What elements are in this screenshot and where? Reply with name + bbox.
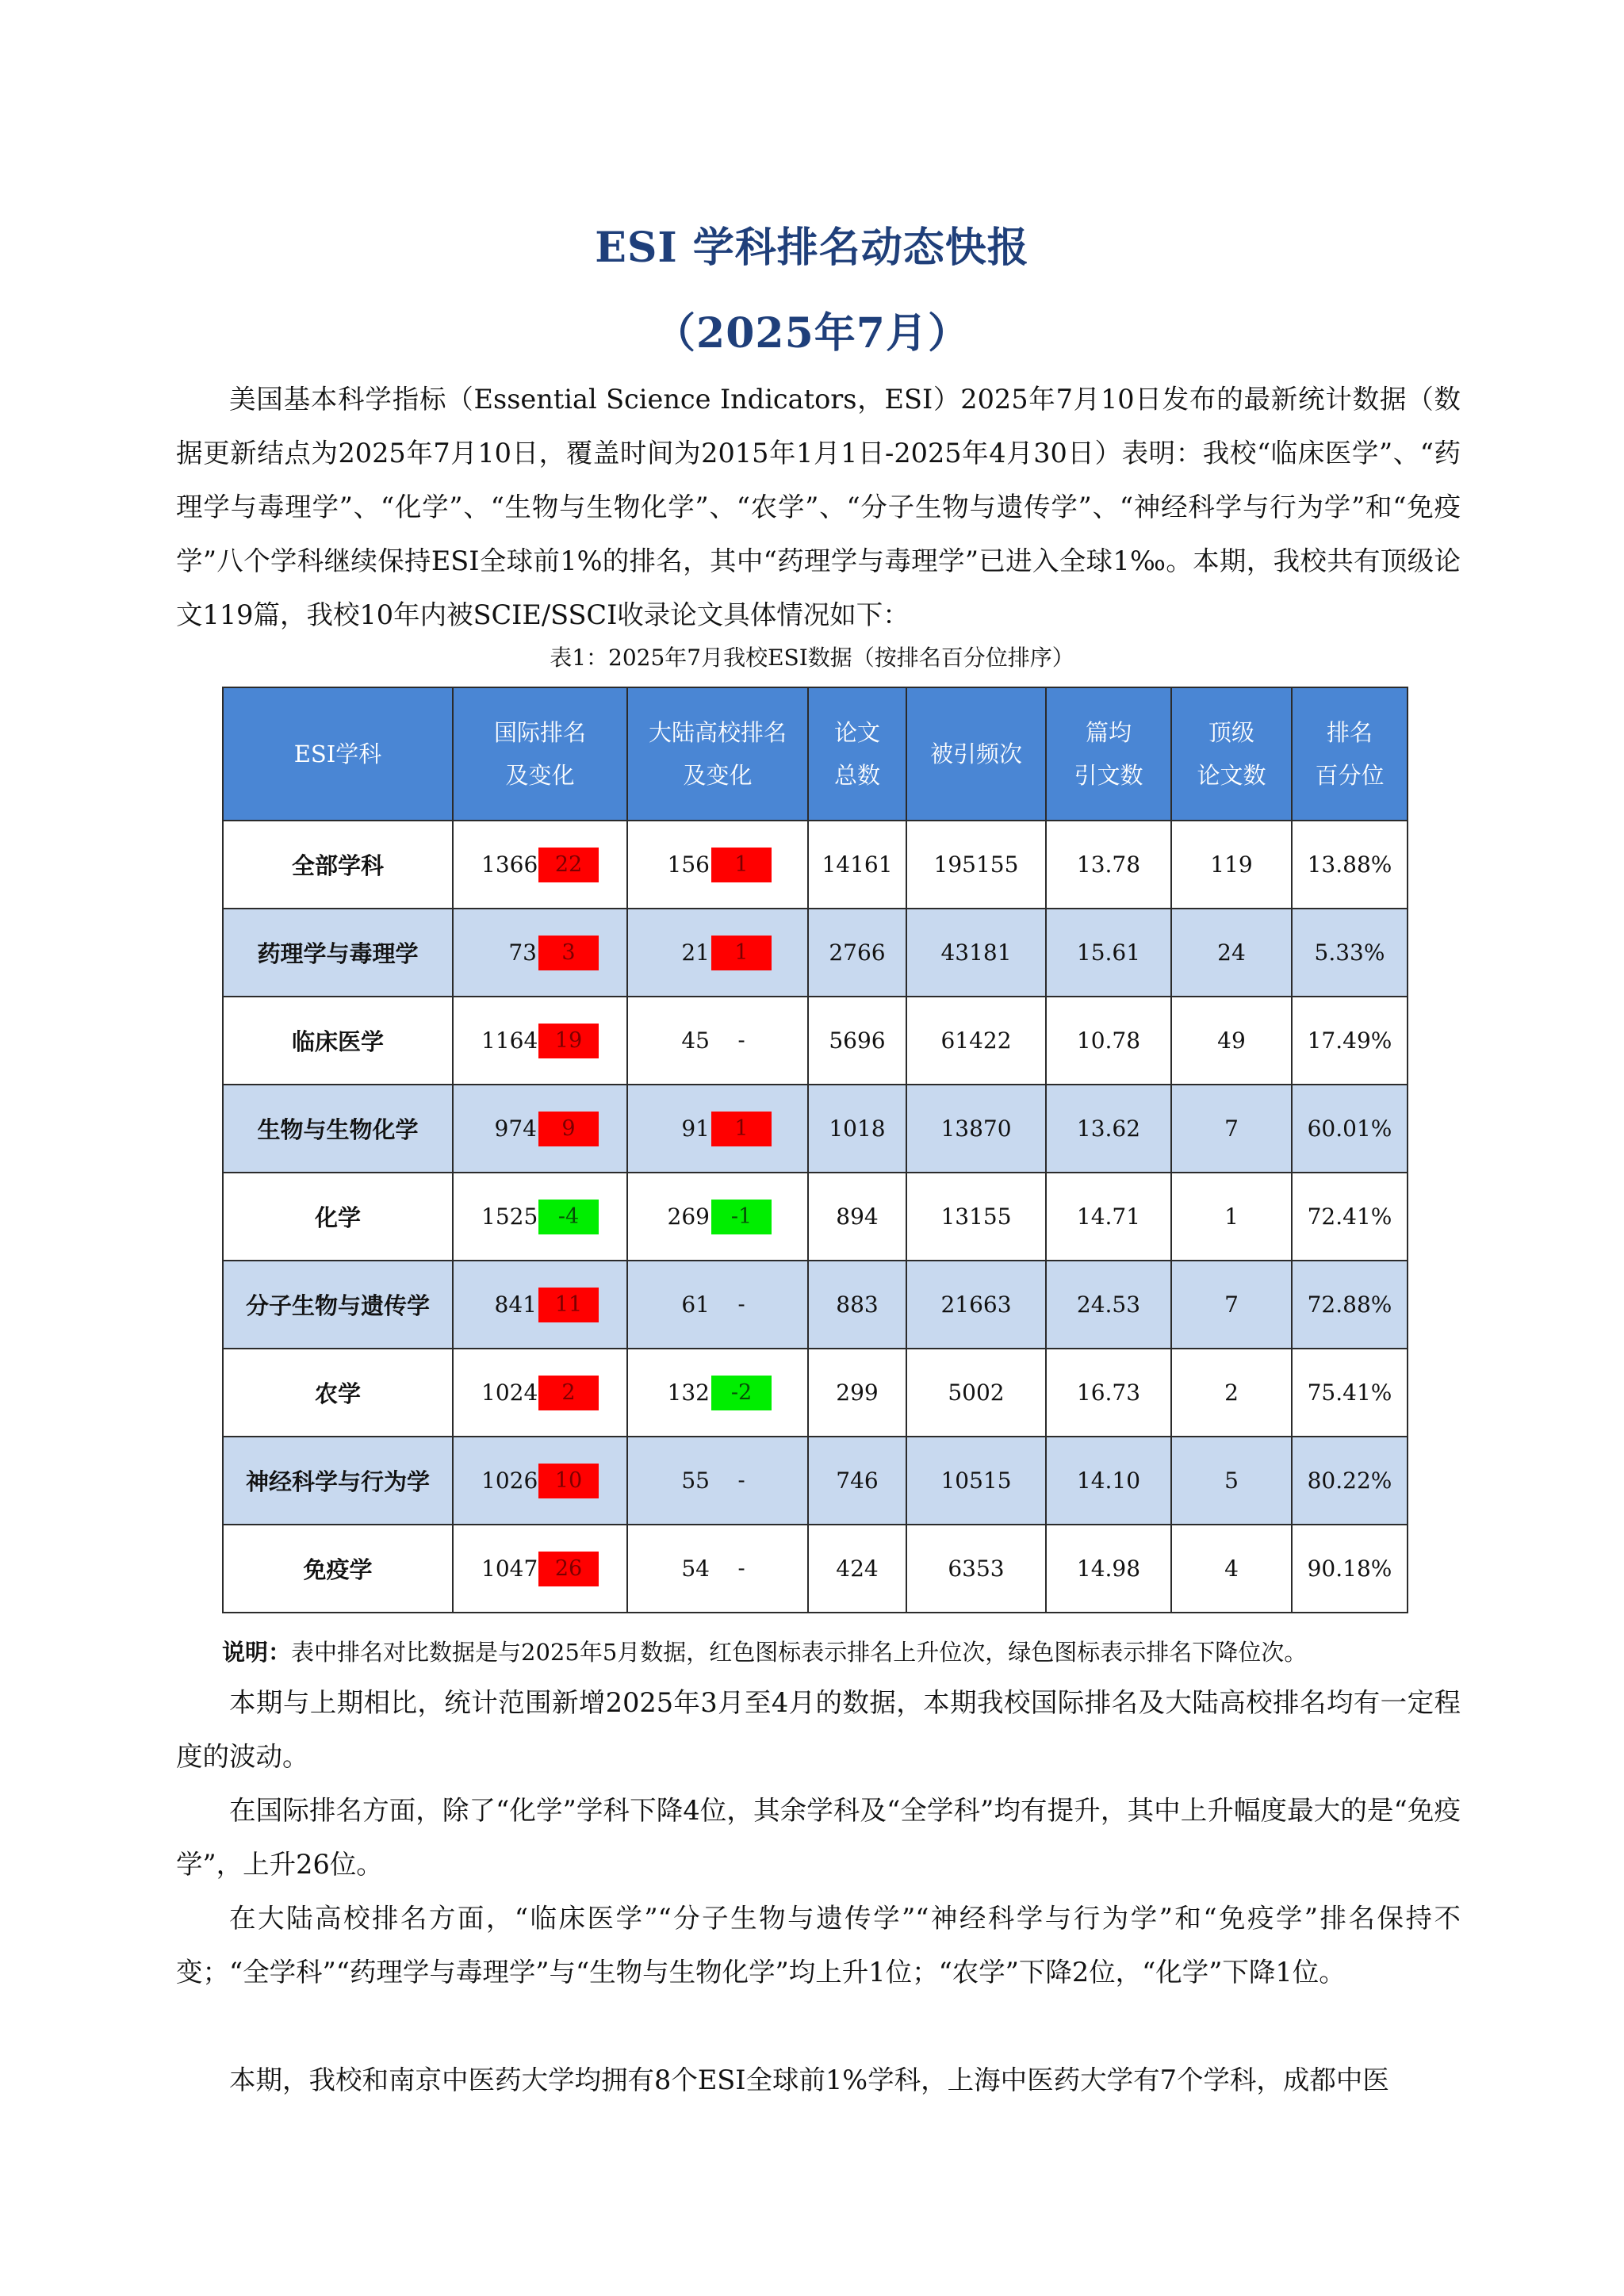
column-header-line: 排名 — [1326, 719, 1373, 746]
table-header-row — [223, 687, 1408, 821]
cn-rank-cell — [627, 1085, 808, 1173]
subject-cell: 全部学科 — [223, 821, 453, 909]
cn-rank-change-badge: -1 — [711, 1200, 772, 1234]
intl-rank-change-badge: 2 — [538, 1376, 599, 1410]
subject-cell: 生物与生物化学 — [223, 1085, 453, 1173]
cn-rank-change-badge: 1 — [711, 936, 772, 970]
note-label: 说明： — [222, 1639, 292, 1666]
column-header — [1046, 687, 1171, 821]
intl-rank-value: 1047 — [481, 1556, 538, 1582]
column-header-line: 被引频次 — [929, 740, 1022, 767]
table-row — [223, 821, 1408, 909]
citations-cell: 21663 — [906, 1261, 1046, 1349]
cites-per-paper-cell: 13.78 — [1046, 821, 1171, 909]
citations-cell: 61422 — [906, 997, 1046, 1085]
cn-rank-change-badge: - — [737, 1556, 745, 1581]
papers-cell: 2766 — [808, 909, 906, 997]
subject-cell: 化学 — [223, 1173, 453, 1261]
cn-rank-cell — [627, 821, 808, 909]
subject-cell: 神经科学与行为学 — [223, 1437, 453, 1525]
column-header — [808, 687, 906, 821]
table-row — [223, 1085, 1408, 1173]
table-note — [222, 1635, 1459, 1667]
column-header-line: 论文数 — [1197, 762, 1266, 789]
percentile-cell: 5.33% — [1292, 909, 1408, 997]
cn-rank-change-badge: - — [737, 1292, 745, 1317]
intl-rank-change-badge: 19 — [538, 1024, 599, 1058]
papers-cell: 5696 — [808, 997, 906, 1085]
citations-cell: 6353 — [906, 1525, 1046, 1613]
citations-cell: 195155 — [906, 821, 1046, 909]
cn-rank-change-badge: -2 — [711, 1376, 772, 1410]
column-header — [453, 687, 627, 821]
intl-rank-value: 1024 — [481, 1380, 538, 1406]
cites-per-paper-cell: 15.61 — [1046, 909, 1171, 997]
table-row — [223, 997, 1408, 1085]
intl-rank-change-badge: 10 — [538, 1464, 599, 1498]
intl-rank-value: 841 — [494, 1292, 537, 1318]
papers-cell: 299 — [808, 1349, 906, 1437]
table-row — [223, 1261, 1408, 1349]
body-paragraph-2: 在国际排名方面，除了“化学”学科下降4位，其余学科及“全学科”均有提升，其中上升幅度最大的是“免疫学”，上升26位。 — [176, 1795, 1461, 1880]
top-papers-cell: 119 — [1171, 821, 1292, 909]
top-papers-cell: 7 — [1171, 1261, 1292, 1349]
intl-rank-value: 1366 — [481, 851, 538, 878]
report-title: ESI 学科排名动态快报 — [595, 224, 1029, 272]
percentile-cell: 75.41% — [1292, 1349, 1408, 1437]
papers-cell: 424 — [808, 1525, 906, 1613]
body-paragraph-3: 在大陆高校排名方面，“临床医学”“分子生物与遗传学”“神经科学与行为学”和“免疫学”排名保持不变；“全学科”“药理学与毒理学”与“生物与生物化学”均上升1位；“农学”下降2位，“化学”下降1位。 — [176, 1903, 1461, 1988]
intl-rank-cell — [453, 1525, 627, 1613]
intl-rank-change-badge: 26 — [538, 1552, 599, 1586]
intl-rank-value: 1026 — [481, 1468, 538, 1494]
intl-rank-value: 73 — [508, 939, 537, 966]
subject-cell: 药理学与毒理学 — [223, 909, 453, 997]
body-paragraph-1: 本期与上期相比，统计范围新增2025年3月至4月的数据，本期我校国际排名及大陆高校排名均有一定程度的波动。 — [176, 1687, 1461, 1772]
intl-rank-change-badge: 9 — [538, 1112, 599, 1146]
percentile-cell: 72.41% — [1292, 1173, 1408, 1261]
cn-rank-cell — [627, 1525, 808, 1613]
cn-rank-value: 91 — [681, 1115, 710, 1142]
intl-rank-cell — [453, 997, 627, 1085]
intl-rank-change-badge: 3 — [538, 936, 599, 970]
column-header-line: 论文 — [833, 719, 880, 746]
table-row — [223, 909, 1408, 997]
column-header-line: 国际排名 — [493, 719, 586, 746]
intl-rank-cell — [453, 821, 627, 909]
column-header-line: 及变化 — [683, 762, 753, 789]
top-papers-cell: 2 — [1171, 1349, 1292, 1437]
cn-rank-value: 21 — [681, 939, 710, 966]
column-header — [1292, 687, 1408, 821]
report-subtitle: （2025年7月） — [654, 309, 970, 358]
citations-cell: 13870 — [906, 1085, 1046, 1173]
top-papers-cell: 4 — [1171, 1525, 1292, 1613]
citations-cell: 43181 — [906, 909, 1046, 997]
intl-rank-cell — [453, 1085, 627, 1173]
cn-rank-value: 54 — [681, 1556, 710, 1582]
intl-rank-cell — [453, 909, 627, 997]
papers-cell: 14161 — [808, 821, 906, 909]
intl-rank-value: 1525 — [481, 1203, 538, 1230]
cn-rank-value: 55 — [681, 1468, 710, 1494]
column-header-line: 顶级 — [1208, 719, 1254, 746]
papers-cell: 894 — [808, 1173, 906, 1261]
top-papers-cell: 5 — [1171, 1437, 1292, 1525]
top-papers-cell: 24 — [1171, 909, 1292, 997]
percentile-cell: 13.88% — [1292, 821, 1408, 909]
cn-rank-cell — [627, 909, 808, 997]
table-caption: 表1：2025年7月我校ESI数据（按排名百分位排序） — [550, 645, 1074, 671]
percentile-cell: 17.49% — [1292, 997, 1408, 1085]
table-row — [223, 1525, 1408, 1613]
column-header-line: 总数 — [833, 762, 880, 789]
intl-rank-cell — [453, 1437, 627, 1525]
cn-rank-change-badge: - — [737, 1027, 745, 1053]
papers-cell: 883 — [808, 1261, 906, 1349]
cn-rank-change-badge: 1 — [711, 1112, 772, 1146]
top-papers-cell: 1 — [1171, 1173, 1292, 1261]
intl-rank-value: 974 — [494, 1115, 537, 1142]
column-header — [627, 687, 808, 821]
top-papers-cell: 7 — [1171, 1085, 1292, 1173]
table-row — [223, 1437, 1408, 1525]
percentile-cell: 80.22% — [1292, 1437, 1408, 1525]
top-papers-cell: 49 — [1171, 997, 1292, 1085]
cn-rank-value: 269 — [667, 1203, 710, 1230]
body-paragraph-4: 本期，我校和南京中医药大学均拥有8个ESI全球前1%学科，上海中医药大学有7个学科，成都中医 — [229, 2064, 1389, 2095]
column-header-line: 篇均 — [1085, 719, 1132, 746]
cn-rank-cell — [627, 1173, 808, 1261]
cn-rank-change-badge: - — [737, 1468, 745, 1493]
intl-rank-change-badge: 22 — [538, 848, 599, 882]
intl-rank-cell — [453, 1173, 627, 1261]
table-row — [223, 1349, 1408, 1437]
cites-per-paper-cell: 14.98 — [1046, 1525, 1171, 1613]
subject-cell: 农学 — [223, 1349, 453, 1437]
percentile-cell: 90.18% — [1292, 1525, 1408, 1613]
citations-cell: 5002 — [906, 1349, 1046, 1437]
papers-cell: 746 — [808, 1437, 906, 1525]
intro-paragraph: 美国基本科学指标（Essential Science Indicators，ESI）2025年7月10日发布的最新统计数据（数据更新结点为2025年7月10日，覆盖时间为2015年1月1日-2025年4月30日）表明：我校“临床医学”、“药理学与毒理学”、“化学”、“生物与生物化学”、“农学”、“分子生物与遗传学”、“神经科学与行为学”和“免疫学”八个学科继续保持ESI全球前1%的排名，其中“药理学与毒理学”已进入全球1‰。本期，我校共有顶级论文119篇，我校10年内被SCIE/SSCI收录论文具体情况如下： — [176, 384, 1461, 630]
intl-rank-change-badge: -4 — [538, 1200, 599, 1234]
cn-rank-change-badge: 1 — [711, 848, 772, 882]
cites-per-paper-cell: 14.10 — [1046, 1437, 1171, 1525]
cites-per-paper-cell: 14.71 — [1046, 1173, 1171, 1261]
intl-rank-change-badge: 11 — [538, 1288, 599, 1322]
cn-rank-cell — [627, 1261, 808, 1349]
note-text: 表中排名对比数据是与2025年5月数据，红色图标表示排名上升位次，绿色图标表示排名下降位次。 — [291, 1639, 1308, 1666]
table-row — [223, 1173, 1408, 1261]
cites-per-paper-cell: 24.53 — [1046, 1261, 1171, 1349]
cn-rank-value: 132 — [667, 1380, 710, 1406]
cn-rank-value: 45 — [681, 1027, 710, 1054]
cn-rank-value: 156 — [667, 851, 710, 878]
percentile-cell: 60.01% — [1292, 1085, 1408, 1173]
esi-table — [222, 687, 1408, 1613]
column-header-line: 百分位 — [1315, 762, 1385, 789]
column-header — [223, 687, 453, 821]
intl-rank-value: 1164 — [481, 1027, 538, 1054]
cites-per-paper-cell: 16.73 — [1046, 1349, 1171, 1437]
column-header-line: 引文数 — [1074, 762, 1143, 789]
column-header-line: 大陆高校排名 — [648, 719, 787, 746]
cites-per-paper-cell: 10.78 — [1046, 997, 1171, 1085]
subject-cell: 临床医学 — [223, 997, 453, 1085]
subject-cell: 分子生物与遗传学 — [223, 1261, 453, 1349]
intl-rank-cell — [453, 1261, 627, 1349]
subject-cell: 免疫学 — [223, 1525, 453, 1613]
citations-cell: 13155 — [906, 1173, 1046, 1261]
percentile-cell: 72.88% — [1292, 1261, 1408, 1349]
cn-rank-cell — [627, 1437, 808, 1525]
column-header — [1171, 687, 1292, 821]
cn-rank-value: 61 — [681, 1292, 710, 1318]
citations-cell: 10515 — [906, 1437, 1046, 1525]
cn-rank-cell — [627, 1349, 808, 1437]
column-header — [906, 687, 1046, 821]
intl-rank-cell — [453, 1349, 627, 1437]
cn-rank-cell — [627, 997, 808, 1085]
papers-cell: 1018 — [808, 1085, 906, 1173]
cites-per-paper-cell: 13.62 — [1046, 1085, 1171, 1173]
column-header-line: 及变化 — [505, 762, 575, 789]
column-header-line: ESI学科 — [293, 740, 382, 767]
